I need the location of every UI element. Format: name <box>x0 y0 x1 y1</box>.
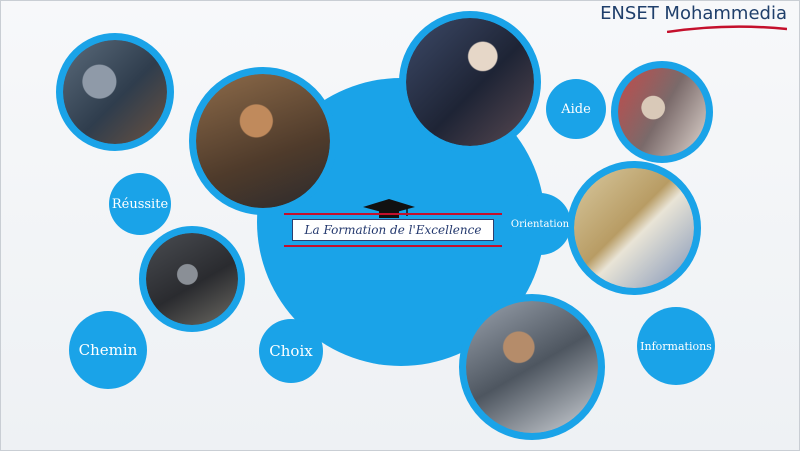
center-title: La Formation de l'Excellence <box>304 223 482 237</box>
photo-students-reading <box>459 294 605 440</box>
bubble-orientation-label: Orientation <box>510 218 570 230</box>
photo-presentation <box>139 226 245 332</box>
bubble-aide <box>546 79 606 139</box>
bubble-aide-label: Aide <box>561 101 591 117</box>
photo-image <box>196 74 330 208</box>
bubble-reussite <box>109 173 171 235</box>
bubble-choix <box>259 319 323 383</box>
bubble-reussite-label: Réussite <box>111 196 169 212</box>
photo-brochures <box>567 161 701 295</box>
enset-logo <box>597 3 787 31</box>
center-banner <box>284 213 502 247</box>
photo-image <box>574 168 694 288</box>
photo-image <box>466 301 598 433</box>
photo-image <box>618 68 706 156</box>
bubble-informations <box>637 307 715 385</box>
bubble-orientation <box>509 193 571 255</box>
logo-text: ENSET Mohammedia <box>600 3 787 24</box>
photo-image <box>406 18 534 146</box>
banner-top-rule <box>284 213 502 215</box>
banner-bottom-rule <box>284 245 502 247</box>
photo-image <box>146 233 238 325</box>
logo-swoosh-icon <box>667 25 787 33</box>
photo-lecture-audience <box>399 11 541 153</box>
banner-box <box>292 219 494 241</box>
photo-student-helper <box>189 67 337 215</box>
photo-image <box>63 40 167 144</box>
bubble-chemin-label: Chemin <box>78 341 138 359</box>
bubble-choix-label: Choix <box>269 342 313 360</box>
photo-classroom <box>56 33 174 151</box>
bubble-informations-label: Informations <box>640 339 712 353</box>
bubble-chemin <box>69 311 147 389</box>
photo-help-desk <box>611 61 713 163</box>
